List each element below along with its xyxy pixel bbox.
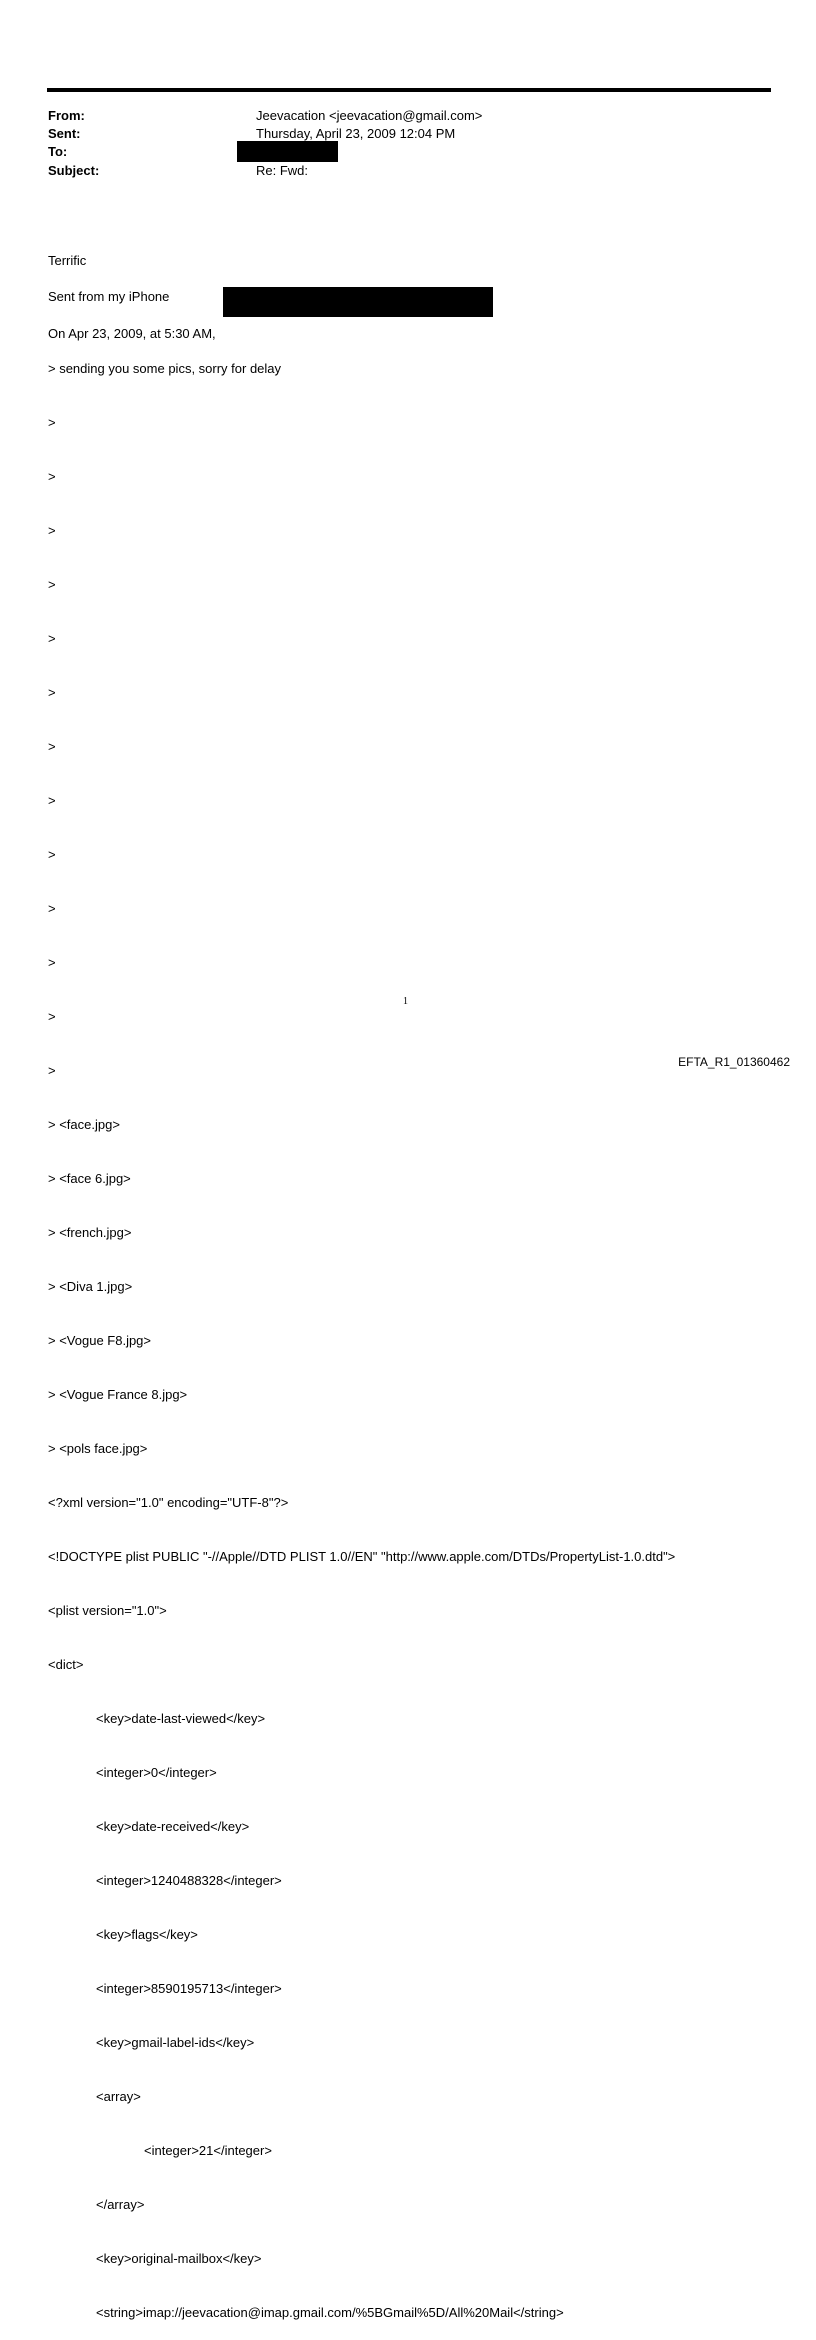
xml-line: <key>original-mailbox</key> [96, 2251, 262, 2266]
xml-line: <integer>8590195713</integer> [96, 1981, 282, 1996]
xml-line: <string>imap://jeevacation@imap.gmail.com/%5BGmail%5D/All%20Mail</string> [96, 2305, 564, 2320]
sender-redaction [223, 287, 493, 317]
quote-marker: > [48, 523, 56, 538]
xml-line: <key>date-last-viewed</key> [96, 1711, 266, 1726]
attachment-line: > <pols face.jpg> [48, 1441, 148, 1456]
xml-line: <array> [96, 2089, 141, 2104]
from-label: From: [48, 108, 85, 123]
xml-line: <key>date-received</key> [96, 1819, 250, 1834]
quoted-section [48, 324, 675, 2340]
sent-value: Thursday, April 23, 2009 12:04 PM [256, 126, 456, 141]
attachment-line: > <Vogue France 8.jpg> [48, 1387, 188, 1402]
quote-marker: > [48, 631, 56, 646]
attachment-line: > <french.jpg> [48, 1225, 132, 1240]
xml-line: <key>gmail-label-ids</key> [96, 2035, 255, 2050]
attachment-line: > <Diva 1.jpg> [48, 1279, 133, 1294]
quote-marker: > [48, 1063, 56, 1078]
xml-line: <dict> [48, 1657, 84, 1672]
header-rule [47, 88, 771, 92]
attachment-line: > <face.jpg> [48, 1117, 120, 1132]
quoted-message: > sending you some pics, sorry for delay [48, 361, 282, 376]
quote-marker: > [48, 847, 56, 862]
xml-line: <?xml version="1.0" encoding="UTF-8"?> [48, 1495, 289, 1510]
quote-marker: > [48, 685, 56, 700]
quote-marker: > [48, 793, 56, 808]
attachment-line: > <Vogue F8.jpg> [48, 1333, 152, 1348]
from-value: Jeevacation <jeevacation@gmail.com> [256, 108, 483, 123]
quote-marker: > [48, 469, 56, 484]
subject-label: Subject: [48, 163, 100, 178]
email-header [48, 107, 748, 187]
document-id: EFTA_R1_01360462 [678, 1055, 790, 1069]
quote-marker: > [48, 901, 56, 916]
xml-line: <integer>21</integer> [144, 2143, 272, 2158]
page-number: 1 [403, 996, 408, 1007]
to-redaction [237, 141, 338, 162]
quote-marker: > [48, 739, 56, 754]
to-label: To: [48, 144, 68, 159]
quote-intro: On Apr 23, 2009, at 5:30 AM, [48, 326, 216, 341]
xml-line: <plist version="1.0"> [48, 1603, 167, 1618]
subject-value: Re: Fwd: [256, 163, 309, 178]
quote-marker: > [48, 415, 56, 430]
greeting: Terrific [48, 253, 87, 268]
xml-line: <key>flags</key> [96, 1927, 198, 1942]
sent-label: Sent: [48, 126, 81, 141]
xml-line: </array> [96, 2197, 145, 2212]
attachment-line: > <face 6.jpg> [48, 1171, 131, 1186]
quote-marker: > [48, 955, 56, 970]
xml-line: <integer>1240488328</integer> [96, 1873, 282, 1888]
quote-marker: > [48, 577, 56, 592]
quote-marker: > [48, 1009, 56, 1024]
xml-line: <!DOCTYPE plist PUBLIC "-//Apple//DTD PLIST 1.0//EN" "http://www.apple.com/DTDs/PropertyList-1.0.dtd"> [48, 1549, 676, 1564]
signature: Sent from my iPhone [48, 289, 170, 304]
xml-line: <integer>0</integer> [96, 1765, 217, 1780]
